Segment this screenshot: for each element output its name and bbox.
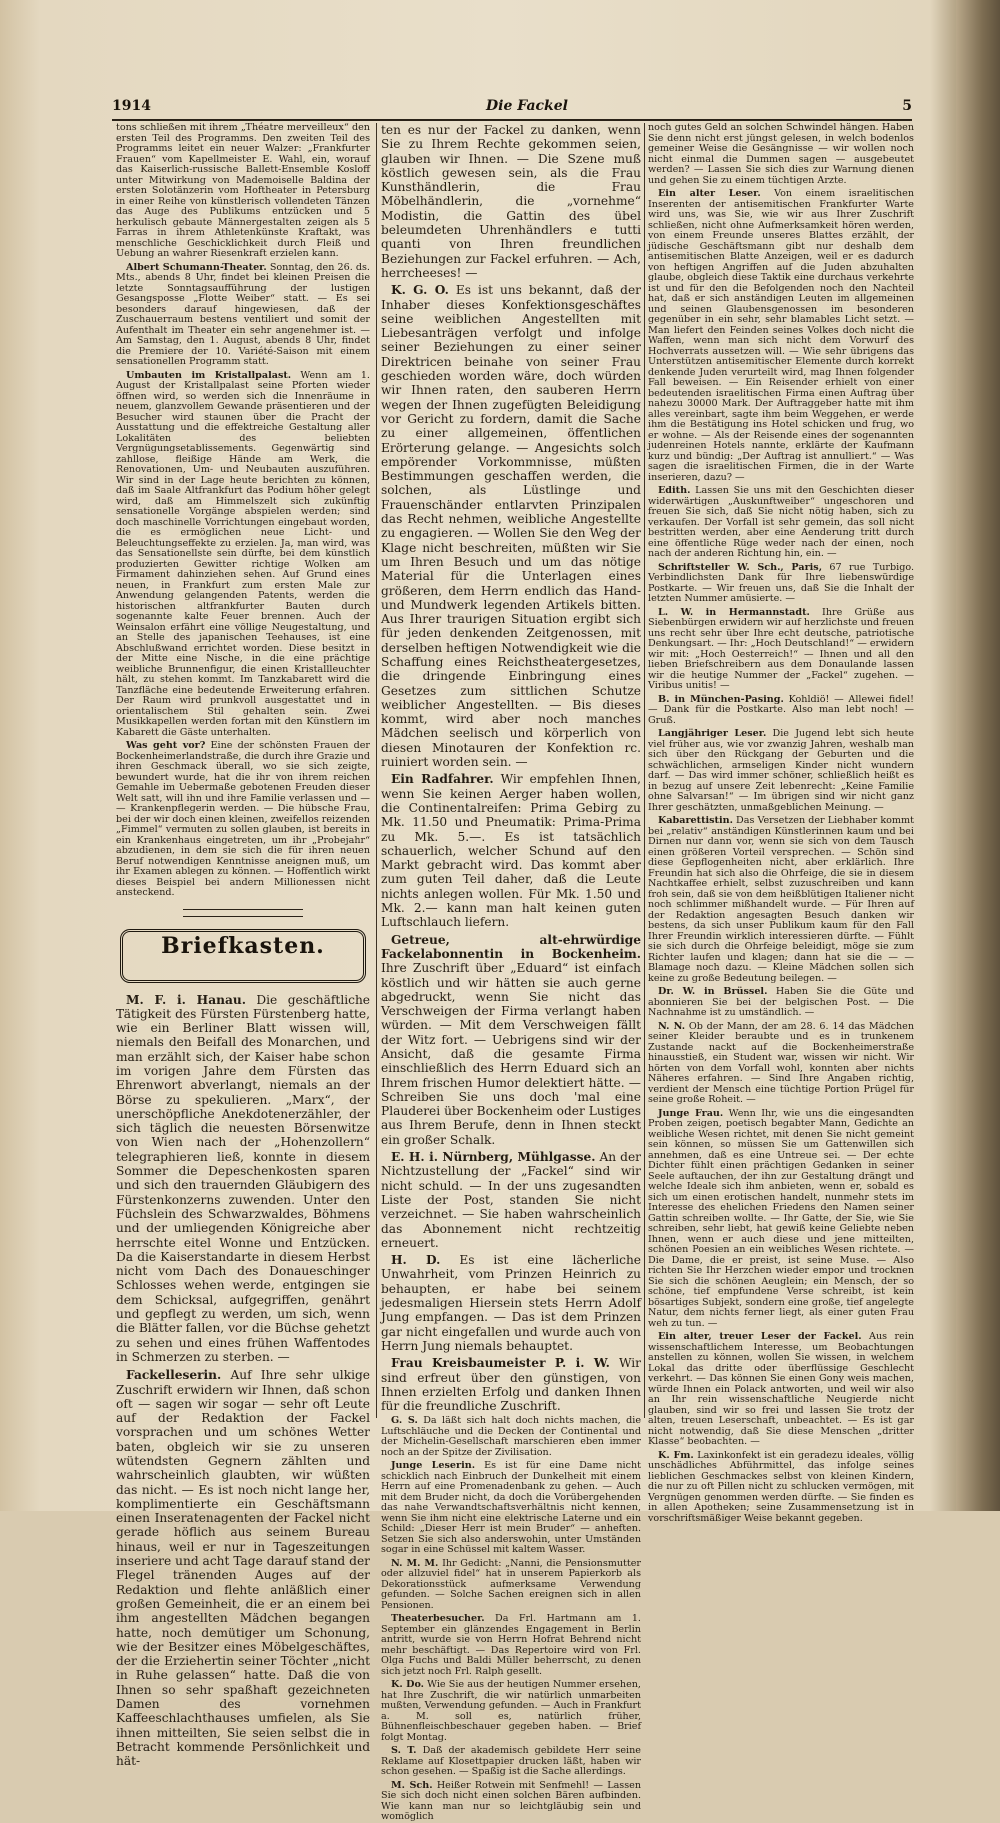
entry-lead: Langjähriger Leser.	[658, 728, 767, 739]
entry-text: Ob der Mann, der am 28. 6. 14 das Mädchen seiner Kleider beraubte und es in trunkenem Zustande nackt auf die Bockenheimerstraße hinausstieß, ein Student war, wissen wir nicht. Wir hörten von dem Vorfall wohl, konnten aber nichts Näheres erfahren. — Sind Ihre Angaben richtig, verdient der Mensch eine tüchtige Portion Prügel für seine große Roheit. —	[648, 1020, 914, 1105]
entry-lead: E. H. i. Nürnberg, Mühlgasse.	[391, 1150, 596, 1165]
letter-entry	[381, 1559, 641, 1612]
letter-entry	[648, 695, 914, 727]
letter-entry	[648, 987, 914, 1019]
entry-lead: Kabarettistin.	[658, 815, 733, 826]
column-2	[381, 123, 642, 1823]
header-page-number: 5	[902, 98, 912, 114]
entry-text: Heißer Rotwein mit Senfmehl! — Lassen Sie sich doch nicht einen solchen Bären aufbinden. Wie kann man nur so leichtgläubig sein und womöglich	[381, 1779, 641, 1823]
book-binding-edge	[956, 0, 1000, 1511]
entry-lead: N. N.	[658, 1020, 686, 1032]
briefkasten-banner	[116, 929, 370, 983]
entry-text: Die geschäftliche Tätigkeit des Fürsten Fürstenberg hatte, wie ein Berliner Blatt wissen will, niemals den Beifall des Monarchen, und man erzählt sich, der Kaiser habe schon im vorigen Jahre dem Fürsten das Ehrenwort abverlangt, niemals an der Börse zu spekulieren. „Marx“, der unerschöpfliche Anekdotenerzähler, der sich täglich die neuesten Börsenwitze von Wien nach der „Hohenzollern“ telegraphieren ließ, konnte in diesem Sommer die Depeschenkosten sparen und sich den trauernden Gläubigern des Fürstenkonzerns zuwenden. Unter den Füchslein des Schwarzwaldes, Böhmens und der umliegenden Königreiche aber herrschte eitel Wonne und Entzücken. Da die Kaiserstandarte in diesem Herbst nicht vom Dach des Donaueschinger Schlosses wehen werde, entgingen sie dem Schicksal, aufgegriffen, genährt und gepflegt zu werden, um sich, wenn die Blätter fallen, vor die Büchse gehetzt zu sehen und eines frühen Waffentodes in Schmerzen zu sterben. —	[116, 992, 371, 1364]
entry-text: Daß der akademisch gebildete Herr seine Reklame auf Klosettpapier drucken läßt, haben wir schon gesehen. — Spaßig ist die Sache allerdings.	[381, 1745, 641, 1778]
entry-text: Auf Ihre sehr ulkige Zuschrift erwidern wir Ihnen, daß schon oft — sagen wir sogar — sehr oft Leute auf der Redaktion der Fackel vorsprachen und um schönes Wetter baten, obgleich wir sie zu unseren wütendsten Gegnern zählten und wahrscheinlich glaubten, wir wüßten das nicht. — Es ist noch nicht lange her, komplimentierte ein Geschäftsmann einen Inseratenagenten der Fackel nicht gerade höflich aus seinem Bureau hinaus, weil er nur in Tageszeitungen inseriere und acht Tage darauf stand der Flegel tränenden Auges auf der Redaktion und flehte anläßlich einer großen Gemeinheit, die er an einem bei ihm angestellten Mädchen begangen hatte, noch demütiger um Schonung, wie der Besitzer eines Möbelgeschäftes, der die Erziehertin seiner Töchter „nicht in Ruhe gelassen“ hatte. Daß die von Ihnen so sehr spaßhaft gezeichneten Damen des vornehmen Kaffeeschlachthauses umfielen, als Sie ihnen mitteilten, Sie seien selbst die in Betracht kommende Persönlichkeit und hät-	[116, 1368, 370, 1769]
entry-text: Da Frl. Hartmann am 1. September ein glänzendes Engagement in Berlin antritt, wurde sie von Herrn Hofrat Behrend nicht mehr beschäftigt. — Das Repertoire wird von Frl. Olga Fuchs und Baldi Müller beherrscht, zu denen sich jetzt noch Frl. Ralph gesellt.	[381, 1613, 641, 1677]
entry-lead: Ein alter Leser.	[658, 188, 761, 199]
paragraph-lead: Was geht vor?	[126, 740, 206, 751]
paragraph-text: Sonntag, den 26. ds. Mts., abends 8 Uhr, findet bei kleinen Preisen die letzte Sonntagsaufführung der lustigen Gesangsposse „Flotte Weiber“ statt. — Es sei besonders darauf hingewiesen, daß der Zuschauerraum bestens ventiliert und somit der Aufenthalt im Theater ein sehr angenehmer ist. — Am Samstag, den 1. August, abends 8 Uhr, findet die Premiere der 10. Variété-Saison mit einem sensationellen Programm statt.	[116, 261, 370, 367]
column-divider	[376, 123, 377, 1418]
letter-entry	[381, 1253, 641, 1353]
entry-lead: Junge Leserin.	[391, 1460, 476, 1472]
entry-lead: Junge Frau.	[658, 1107, 724, 1119]
entry-lead: K. Fm.	[658, 1449, 694, 1461]
banner-title: Briefkasten.	[161, 932, 325, 959]
letter-entry	[648, 486, 914, 560]
entry-text: Ihr Gedicht: „Nanni, die Pensionsmutter oder allzuviel fidel“ hat in unserem Papierkorb als Dekorationsstück aufmerksame Verwendung gefunden. — Solche Sachen ereignen sich in allen Pensionen.	[381, 1557, 641, 1611]
letter-entry	[116, 993, 370, 1365]
entry-text: Da läßt sich halt doch nichts machen, die Luftschläuche und die Decken der Continental und der Michelin-Gesellschaft marschieren eben immer noch an der Spitze der Zivilisation.	[381, 1415, 641, 1458]
section-ornament	[183, 909, 303, 917]
entry-lead: Fackelleserin.	[126, 1368, 222, 1383]
entry-lead: S. T.	[391, 1745, 417, 1757]
paragraph	[116, 371, 370, 739]
letter-entry	[648, 729, 914, 813]
letter-entry	[381, 1416, 641, 1458]
small-print-section	[381, 1416, 641, 1823]
letter-entry	[648, 816, 914, 984]
entry-text: Es ist für eine Dame nicht schicklich nach Einbruch der Dunkelheit mit einem Herrn auf eine Promenadenbank zu gehen. — Auch mit dem Bruder nicht, da doch die Vorübergehenden das nahe Verwandtschaftsverhältnis nicht kennen, wenn Sie ihm nicht eine elektrische Laterne und ein Schild: „Dieser Herr ist mein Bruder“ — anheften. Setzen Sie sich also anderswohin, unter Umständen sogar in eine Schüssel mit kaltem Wasser.	[381, 1460, 641, 1556]
letter-entry	[381, 1356, 641, 1413]
letter-entry	[381, 1461, 641, 1556]
entry-text: Lassen Sie uns mit den Geschichten dieser widerwärtigen „Auskunftweiber“ ungeschoren und freuen Sie sich, daß Sie nicht nötig haben, sich zu verkaufen. Der Vorfall ist sehr gemein, das soll nicht bestritten werden, aber eine Aenderung tritt durch eine öffentliche Rüge weder nach der einen, noch nach der anderen Richtung hin, ein. —	[648, 485, 914, 559]
entry-lead: Schriftsteller W. Sch., Paris,	[658, 561, 823, 573]
paragraph-text: Wenn am 1. August der Kristallpalast seine Pforten wieder öffnen wird, so werden sich die Innenräume in neuem, glanzvollem Gewande präsentieren und der Besucher wird staunen über die Pracht der Ausstattung und die effektreiche Gestaltung aller Lokalitäten des beliebten Vergnügungsetablissements. Gegenwärtig sind zahllose, fleißige Hände am Werk, die Renovationen, Um- und Neubauten auszuführen. Wir sind in der Lage heute berichten zu können, daß im Saale Altfrankfurt das Podium höher gelegt wird, daß am Himmelszelt sich zukünftig sensationelle Vorgänge abspielen werden; sind doch maschinelle Vorrichtungen eingebaut worden, die es ermöglichen neue Licht- und Beleuchtungseffekte zu erzielen. Ja, man wird, was das Sensationellste sein dürfte, bei dem künstlich produzierten Gewitter richtige Wolken am Firmament dahinziehen sehen. Auf Grund eines neuen, in Frankfurt zum ersten Male zur Anwendung gelangenden Patents, werden die historischen altfrankfurter Bauten durch sogenannte kalte Feuer brennen. Auch der Weinsalon erfährt eine völlige Neugestaltung, und an Stelle des japanischen Teehauses, ist eine Abschlußwand errichtet worden. Diese besitzt in der Mitte eine Nische, in die eine prächtige weibliche Brunnenfigur, die einen Kristallleuchter hält, zu stehen kommt. Im Tanzkabarett wird die Tanzfläche eine bedeutende Erweiterung erfahren. Der Raum wird prunkvoll ausgestattet und in orientalischem Stil gehalten sein. Zwei Musikkapellen werden fortan mit den Künstlern im Kabarett die Gäste unterhalten.	[116, 369, 370, 738]
entry-text: Laxinkonfekt ist ein geradezu ideales, völlig unschädliches Abführmittel, das infolge seines lieblichen Geschmackes selbst von kleinen Kindern, die nur zu oft Pillen nicht zu schlucken vermögen, mit Vergnügen genommen werden dürfte. — Sie finden es in allen Apotheken; seine Zusammensetzung ist in vorschriftsmäßiger Weise bekannt gegeben.	[648, 1449, 914, 1524]
entry-text: Es ist uns bekannt, daß der Inhaber dieses Konfektionsgeschäftes seine weiblichen Angestellten mit Liebesanträgen verfolgt und infolge seiner Beziehungen zu einer seiner Direktricen beinahe von seiner Frau geschieden worden wäre, doch würden wir Ihnen raten, den sauberen Herrn wegen der Ihnen zugefügten Beleidigung vor Gericht zu fordern, damit die Sache zu einer allgemeinen, öffentlichen Erörterung gelange. — Angesichts solch empörender Vorkommnisse, müßten Bestimmungen geschaffen werden, die solchen, als Lüstlinge und Frauenschänder entlarvten Prinzipalen das Recht nehmen, weibliche Angestellte zu engagieren. — Wollen Sie den Weg der Klage nicht beschreiten, müßten wir Sie um Ihren Besuch und um das nötige Material für die Unterlagen eines größeren, dem Herrn endlich das Hand- und Mundwerk legenden Artikels bitten. Aus Ihrer traurigen Situation ergibt sich für jeden denkenden Zeitgenossen, mit derselben heftigen Notwendigkeit wie die Schaffung eines Reichstheatergesetzes, die dringende Einbringung eines Gesetzes zum sittlichen Schutze weiblicher Angestellten. — Bis dieses kommt, wird aber noch manches Mädchen seelisch und körperlich von diesen Minotauren der Konfektion rc. ruiniert worden sein. —	[381, 283, 642, 770]
column-1	[116, 122, 371, 1769]
entry-text: Das Versetzen der Liebhaber kommt bei „relativ“ anständigen Künstlerinnen kaum und bei Dirnen nur dann vor, wenn sie sich von dem Tausch einen größeren Vorteil versprechen. — Schön sind diese Gepflogenheiten nicht, aber erklärlich. Ihre Freundin hat sich also die Ohrfeige, die sie in diesem Nachtkaffee erhielt, selbst zuzuschreiben und kann froh sein, daß sie von dem heißblütigen Italiener nicht noch schlimmer mißhandelt wurde. — Für Ihren auf der Redaktion angesagten Besuch danken wir bestens, da sich unser Publikum kaum für den Fall Ihrer Freundin wirklich interessieren dürfte. — Fühlt sie sich durch die Ohrfeige beleidigt, möge sie zum Richter laufen und klagen; dann hat sie die — — Blamage noch dazu. — Kleine Mädchen sollen sich keine zu große Bedeutung beilegen. —	[648, 815, 914, 984]
briefkasten-section	[116, 993, 370, 1769]
letter-entry	[381, 1746, 641, 1778]
paragraph-text: Eine der schönsten Frauen der Bockenheimerlandstraße, die durch ihre Grazie und ihren Geschmack überall, wo sie sich zeigte, bewundert wurde, hat die ihr von ihrem reichen Gemahle im Uebermaße gebotenen Freuden dieser Welt satt, will ihn und ihre Familie verlassen und — — Krankenpflegerin werden. — Die hübsche Frau, bei der wir doch einen kleinen, zweifellos reizenden „Fimmel“ vermuten zu sollen glauben, ist bereits in ein Krankenhaus eingetreten, um ihr „Probejahr“ abzudienen, in dem sie sich die für ihren neuen Beruf notwendigen Kenntnisse aneignen muß, um ihr Examen ablegen zu können. — Hoffentlich wirkt dieses Beispiel bei andern Millionessen nicht ansteckend.	[116, 740, 370, 898]
paragraph: ten es nur der Fackel zu danken, wenn Sie zu Ihrem Rechte gekommen seien, glauben wir Ihnen. — Die Szene muß köstlich gewesen sein, als die Frau Kunsthändlerin, die Frau Möbelhändlerin, die „vornehme“ Modistin, die Gattin des übel beleumdeten Uhrenhändlers e tutti quanti von Ihren freundlichen Beziehungen zur Fackel erfuhren. — Ach, herrcheeses! —	[381, 123, 641, 280]
entry-text: Wir sind erfreut über den günstigen, von Ihnen erzielten Erfolg und danken Ihnen für die freundliche Zuschrift.	[381, 1356, 641, 1414]
column-3	[648, 122, 915, 1524]
entry-text: Ihre Zuschrift über „Eduard“ ist einfach köstlich und wir hätten sie auch gerne abgedruckt, wenn Sie nicht das Verschweigen der Firma verlangt haben würden. — Mit dem Verschweigen fällt der Witz fort. — Uebrigens sind wir der Ansicht, daß die gesamte Firma einschließlich des Herrn Eduard sich an Ihrem frischen Humor delektiert hätte. — Schreiben Sie uns doch 'mal eine Plauderei über Bockenheim oder Lustiges aus Ihrem Berufe, denn in Ihnen steckt ein großer Schalk.	[381, 961, 641, 1147]
paragraph-lead: Umbauten im Kristallpalast.	[126, 369, 292, 381]
paragraph	[116, 741, 370, 899]
letter-entry	[381, 1150, 641, 1250]
header-title: Die Fackel	[486, 98, 568, 114]
entry-lead: Frau Kreisbaumeister P. i. W.	[391, 1356, 610, 1371]
paragraph-lead: Albert Schumann-Theater.	[126, 261, 267, 273]
header-year: 1914	[112, 98, 151, 114]
entry-text: Haben Sie die Güte und abonnieren Sie bei der belgischen Post. — Die Nachnahme ist zu umständlich. —	[648, 986, 914, 1018]
entry-text: Aus rein wissenschaftlichem Interesse, um Beobachtungen anstellen zu können, wollen Sie wissen, in welchem Lokal das dritte oder überflüssige Geschlecht verkehrt. — Das können Sie einen Gony weis machen, würde Ihnen ein Polack antworten, und weil wir also an Ihr rein wissenschaftliche Neugierde nicht glauben, sind wir so frei und lassen Sie trotz der alten, treuen Leserschaft, unbeachtet. — Es ist gar nicht notwendig, daß Sie diese Menschen „dritter Klasse“ beobachten. —	[648, 1331, 914, 1447]
header-rule	[112, 119, 912, 121]
letter-entry	[116, 1368, 370, 1768]
letter-entry	[648, 563, 914, 605]
entry-lead: Theaterbesucher.	[391, 1613, 485, 1625]
entry-text: An der Nichtzustellung der „Fackel“ sind wir nicht schuld. — In der uns zugesandten Liste der Post, standen Sie nicht verzeichnet. — Sie haben wahrscheinlich das Abonnement nicht rechtzeitig erneuert.	[381, 1150, 641, 1250]
entry-lead: Dr. W. in Brüssel.	[658, 986, 768, 997]
letter-entry	[381, 772, 641, 929]
entry-lead: M. F. i. Hanau.	[126, 992, 246, 1007]
letter-entry	[648, 189, 914, 483]
entry-text: Wie Sie aus der heutigen Nummer ersehen, hat Ihre Zuschrift, die wir natürlich unmarbeiten mußten, Verwendung gefunden. — Auch in Frankfurt a. M. soll es, natürlich früher, Bühnenfleischbeschauer gegeben haben. — Brief folgt Montag.	[381, 1679, 641, 1743]
entry-lead: G. S.	[391, 1415, 418, 1427]
paragraph	[116, 263, 370, 368]
entry-lead: M. Sch.	[391, 1779, 433, 1791]
entry-text: Ihre Grüße aus Siebenbürgen erwidern wir auf herzlichste und freuen uns recht sehr über Ihre echt deutsche, patriotische Denkungsart. — Ihr: „Hoch Deutschland!“ — erwidern wir mit: „Hoch Oesterreich!“ — Ihnen und all den lieben Briefschreibern aus dem Donaulande lassen wir die heutige Nummer der „Fackel“ zugehen. — Viribus unitis! —	[648, 606, 914, 691]
entry-text: Es ist eine lächerliche Unwahrheit, vom Prinzen Heinrich zu behaupten, er habe bei seinem jedesmaligen Hiersein stets Herrn Adolf Jung empfangen. — Das ist dem Prinzen gar nicht eingefallen und wurde auch von Herrn Jung niemals behauptet.	[381, 1253, 642, 1353]
letter-entry	[648, 608, 914, 692]
entry-lead: H. D.	[391, 1253, 441, 1268]
entry-lead: Ein Radfahrer.	[391, 772, 494, 787]
entry-lead: N. M. M.	[391, 1557, 439, 1569]
entry-lead: Getreue, alt-ehrwürdige Fackelabonnentin in Bockenheim.	[381, 932, 641, 961]
letter-entry	[381, 933, 641, 1147]
letter-entry	[381, 1680, 641, 1743]
column-divider	[644, 123, 645, 1418]
letter-entry	[648, 1109, 914, 1330]
entry-lead: Ein alter, treuer Leser der Fackel.	[658, 1331, 862, 1342]
entry-text: Von einem israelitischen Inserenten der antisemitischen Frankfurter Warte wird uns, was Sie, wie wir aus Ihrer Zuschrift schließen, nicht ohne Aufmerksamkeit hören werden, von einem Freunde unseres Blattes erzählt, der jüdische Geschäftsmann gibt nur deshalb dem antisemitischen Blatte Anzeigen, weil er es dadurch von heftigen Angriffen auf die Juden abzuhalten glaube, obgleich diese Taktik eine durchaus verkehrte ist und für den die Befolgenden noch den Nachteil hat, daß er sich anständigen Leuten im allgemeinen und seinen Glaubensgenossen im besonderen gegenüber in ein sehr, sehr blamables Licht setzt. — Man liefert den Feinden seines Volkes doch nicht die Waffen, wenn man sich nicht dem Vorwurf des Hochverrats aussetzen will. — Wie sehr übrigens das Unterstützen antisemitischer Elemente durch korrekt denkende Juden verurteilt wird, mag Ihnen folgender Fall beweisen. — Ein Reisender erhielt von einer bedeutenden israelitischen Firma einen Auftrag über nahezu 30000 Mark. Der Auftraggeber hatte mit ihm alles vereinbart, sagte ihm beim Weggehen, er werde ihm die Bestätigung ins Hotel schicken und frug, wo er wohne. — Als der Reisende eines der sogenannten judenreinen Hotels nannte, erklärte der Kaufmann kurz und bündig: „Der Auftrag ist annulliert.“ — Was sagen die israelitischen Firmen, die in der Warte inserieren, dazu? —	[648, 188, 914, 483]
entry-text: Wir empfehlen Ihnen, wenn Sie keinen Aerger haben wollen, die Continentalreifen: Prima Gebirg zu Mk. 11.50 und Pneumatik: Prima-Prima zu Mk. 5.—. Es ist tatsächlich schauerlich, welcher Schund auf den Markt gebracht wird. Das kommt aber zum guten Teil daher, daß die Leute nichts anlegen wollen. Für Mk. 1.50 und Mk. 2.— kann man halt keinen guten Luftschlauch liefern.	[381, 772, 642, 930]
page-header	[112, 98, 912, 120]
entry-text: Kohldiö! — Allewei fidel! — Dank für die Postkarte. Also man lebt noch! — Gruß.	[648, 693, 915, 726]
letter-entry	[648, 1332, 914, 1448]
letter-entry	[648, 1022, 914, 1106]
entry-lead: Edith.	[658, 485, 691, 496]
letter-entry	[381, 1781, 641, 1823]
letter-entry	[648, 1451, 914, 1525]
entry-text: Wenn Ihr, wie uns die eingesandten Proben zeigen, poetisch begabter Mann, Gedichte an weibliche Wesen richtet, mit denen Sie nicht gemeint sein können, so müssen Sie um Gattenwillen sich annehmen, daß es eine Untreue sei. — Der echte Dichter fühlt einen prächtigen Gedanken in seiner Seele auftauchen, der ihn zur Gestaltung drängt und welche Ideale sich ihm anbieten, wenn er, sobald es sich um einen erotischen handelt, nunmehr stets im Interesse des ehelichen Friedens den Namen seiner Gattin schreiben wollte. — Ihr Gatte, der Sie, wie Sie schreiben, sehr liebt, hat gewiß keine Geliebte neben Ihnen, wenn er auch diese und jene mitteilten, schönen Poesien an ein weibliches Wesen richtete. — Die Dame, die er preist, ist seine Muse. — Also richten Sie Ihr Herzchen wieder empor und trocknen Sie sich die schönen Aeuglein; ein Mensch, der so schöne, tief empfundene Verse schreibt, ist kein bösartiges Subjekt, sondern eine große, tief angelegte Natur, dem nichts ferner liegt, als einer guten Frau weh zu tun. —	[648, 1107, 914, 1329]
entry-lead: K. Do.	[391, 1679, 425, 1691]
paragraph: tons schließen mit ihrem „Théatre merveilleux“ den ersten Teil des Programms. Den zweiten Teil des Programms leitet ein neuer Walzer: „Frankfurter Frauen“ vom Kapellmeister E. Wahl, ein, worauf das Kaiserlich-russische Ballett-Ensemble Kosloff unter Mitwirkung von Mademoiselle Baldina der ersten Solotänzerin vom Hoftheater in Petersburg in einer Reihe von künstlerisch vollendeten Tänzen das Auge des Publikums entzücken und 5 herkulisch gebaute Männergestalten zeigen als 5 Farras in ihrem Athletenkünste Kraftakt, was menschliche Geschicklichkeit durch Fleiß und Uebung an wahrer Riesenkraft erzielen kann.	[116, 122, 370, 259]
letter-entry	[381, 283, 641, 769]
entry-lead: B. in München-Pasing.	[658, 693, 784, 705]
paragraph: noch gutes Geld an solchen Schwindel hängen. Haben Sie denn nicht erst jüngst gelesen, in welch bodenlos gemeiner Weise die Gesängnisse — wir wollen noch nicht einmal die Dummen sagen — ausgebeutet werden? — Lassen Sie sich dies zur Warnung dienen und gehen Sie zu einem tüchtigen Arzte.	[648, 122, 914, 186]
entry-lead: L. W. in Hermannstadt.	[658, 606, 810, 618]
entry-text: Die Jugend lebt sich heute viel früher aus, wie vor zwanzig Jahren, weshalb man sich über den Rückgang der Geburten und die schwächlichen, armseligen Kinder nicht wundern darf. — Das wird immer schöner, schließlich heißt es in bezug auf unsere Zeit lebenrecht: „Keine Familie ohne Salvarsan!“ — Im übrigen sind wir nicht ganz Ihrer geschätzten, unmaßgeblichen Meinung. —	[648, 728, 914, 813]
entry-text: 67 rue Turbigo. Verbindlichsten Dank für Ihre liebenswürdige Postkarte. — Wir freuen uns, daß Sie die Inhalt der letzten Nummer amüsierte. —	[648, 561, 914, 604]
entry-lead: K. G. O.	[391, 283, 449, 298]
letter-entry	[381, 1614, 641, 1677]
